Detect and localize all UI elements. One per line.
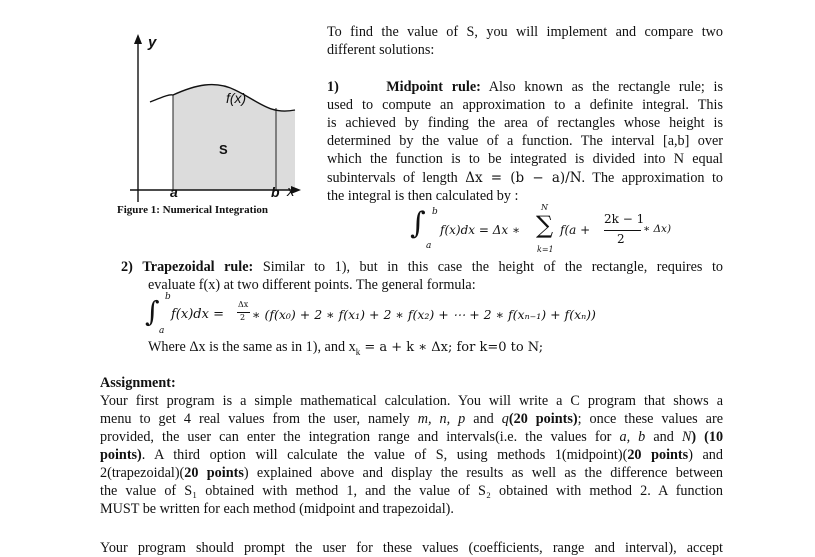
assignment-line-4: [100, 446, 723, 464]
trap-lower-limit: a: [159, 326, 165, 336]
mid-frac-den: 2: [617, 232, 625, 246]
a2-vars: m, n, p: [417, 411, 466, 427]
midpoint-formula: [410, 203, 710, 258]
a3-ab: a, b: [619, 429, 646, 445]
a2-points: (20 points): [508, 411, 578, 427]
intro-line-2: different solutions:: [327, 42, 435, 58]
a5-points: 20 points: [184, 465, 244, 481]
x-axis-label: x: [287, 183, 295, 200]
midpoint-number: 1): [327, 79, 339, 95]
assignment-line-1: Your first program is a simple mathematical calculation. You will write a C program that shows a: [100, 393, 723, 409]
a4-points-2: 20 points: [627, 447, 689, 463]
mid-f-a: f(a +: [560, 223, 591, 237]
trap-frac-num: Δx: [238, 300, 249, 309]
trapezoid-line-1: [121, 258, 723, 276]
trap-integral-icon: ∫: [145, 295, 160, 328]
delta-x-formula: Δx = (b − a)/N: [465, 170, 582, 186]
a2-text-a: menu to get 4 real values from the user, namely: [100, 411, 410, 427]
midpoint-text-6a: subintervals of length: [327, 170, 458, 186]
mid-upper-limit: b: [432, 207, 438, 217]
y-axis-label: y: [148, 34, 157, 51]
assignment-line-3: [100, 428, 723, 446]
assignment-heading: Assignment:: [100, 375, 176, 391]
b-label: b: [271, 184, 280, 200]
midpoint-line-6: [327, 169, 723, 187]
sum-lower: k=1: [537, 245, 554, 254]
trapezoid-formula: [145, 292, 725, 340]
midpoint-line-3: is achieved by finding the area of rectangles whose height is: [327, 115, 723, 131]
a5-text-c: ) explained above and display the results as well as the difference between: [243, 465, 723, 481]
mid-lower-limit: a: [426, 241, 432, 251]
a3-and: and: [653, 429, 674, 445]
midpoint-line-2: used to compute an approximation to a definite integral. This: [327, 97, 723, 113]
trap-right-side: ∗ (f(x₀) + 2 ∗ f(x₁) + 2 ∗ f(x₂) + ⋯ + 2 ∗ f(xₙ₋₁) + f(xₙ)): [252, 307, 596, 322]
a3-text-a: provided, the user can enter the integration range and intervals(i.e. the values for: [100, 429, 612, 445]
a-label: a: [170, 184, 178, 200]
sigma-icon: ∑: [536, 211, 554, 239]
integral-icon: ∫: [410, 206, 426, 241]
where-rest: = a + k ∗ Δx; for k=0 to N;: [360, 340, 544, 355]
midpoint-text-6c: . The approximation to: [581, 170, 724, 186]
a2-and: and: [473, 411, 494, 427]
a4-points: points): [100, 447, 142, 463]
where-sub: k: [355, 346, 361, 357]
assignment-line-8: Your program should prompt the user for these values (coefficients, range and interval), accept: [100, 540, 723, 556]
a4-text: . A third option will calculate the value of S, using methods 1(midpoint)(: [141, 447, 628, 463]
a2-q: q: [501, 411, 509, 427]
midpoint-text-1: Also known as the rectangle rule; is: [488, 79, 724, 95]
trap-upper-limit: b: [165, 292, 171, 302]
a5-text-a: 2(trapezoidal)(: [100, 465, 185, 481]
midpoint-title: Midpoint rule:: [386, 79, 481, 95]
assignment-line-7: MUST be written for each method (midpoint and trapezoidal).: [100, 501, 454, 517]
midpoint-line-4: determined by the value of a function. The interval [a,b] over: [327, 133, 723, 149]
intro-line-1: To find the value of S, you will implement and compare two: [327, 24, 723, 40]
assignment-line-2: [100, 410, 723, 428]
trap-left-side: f(x)dx =: [171, 307, 224, 322]
trap-frac-den: 2: [240, 313, 246, 322]
y-axis-arrow-icon: [134, 34, 142, 44]
trapezoid-line-2: evaluate f(x) at two different points. The general formula:: [148, 277, 476, 293]
a3-n: N: [681, 429, 692, 445]
where-text: Where Δx is the same as in 1), and x: [148, 339, 356, 355]
mid-f-b: ∗ Δx): [643, 223, 672, 235]
trapezoid-where: [148, 338, 543, 361]
s-label: S: [219, 142, 228, 157]
mid-frac-bar: [604, 230, 641, 231]
mid-frac-num: 2k − 1: [604, 212, 645, 226]
trapezoid-text-1: Similar to 1), but in this case the height of the rectangle, requires to: [262, 259, 724, 275]
sum-upper: N: [541, 203, 548, 212]
midpoint-line-1: [327, 78, 723, 96]
assignment-line-5: [100, 464, 723, 482]
a2-text-f: ; once these values are: [577, 411, 724, 427]
midpoint-line-7: the integral is then calculated by :: [327, 188, 519, 204]
assignment-line-6: the value of S₁ obtained with method 1, and the value of S₂ obtained with method 2. A function: [100, 483, 723, 499]
a3-points: ) (10: [691, 429, 724, 445]
figure-caption: Figure 1: Numerical Integration: [117, 204, 269, 216]
a4-and: ) and: [688, 447, 723, 463]
midpoint-line-5: which the function is to be integrated is divided into N equal: [327, 151, 723, 167]
trapezoid-number: 2): [121, 259, 133, 275]
mid-left-side: f(x)dx = Δx ∗: [440, 223, 521, 237]
trapezoid-title: Trapezoidal rule:: [142, 259, 254, 275]
fx-label: f(x): [226, 90, 247, 106]
